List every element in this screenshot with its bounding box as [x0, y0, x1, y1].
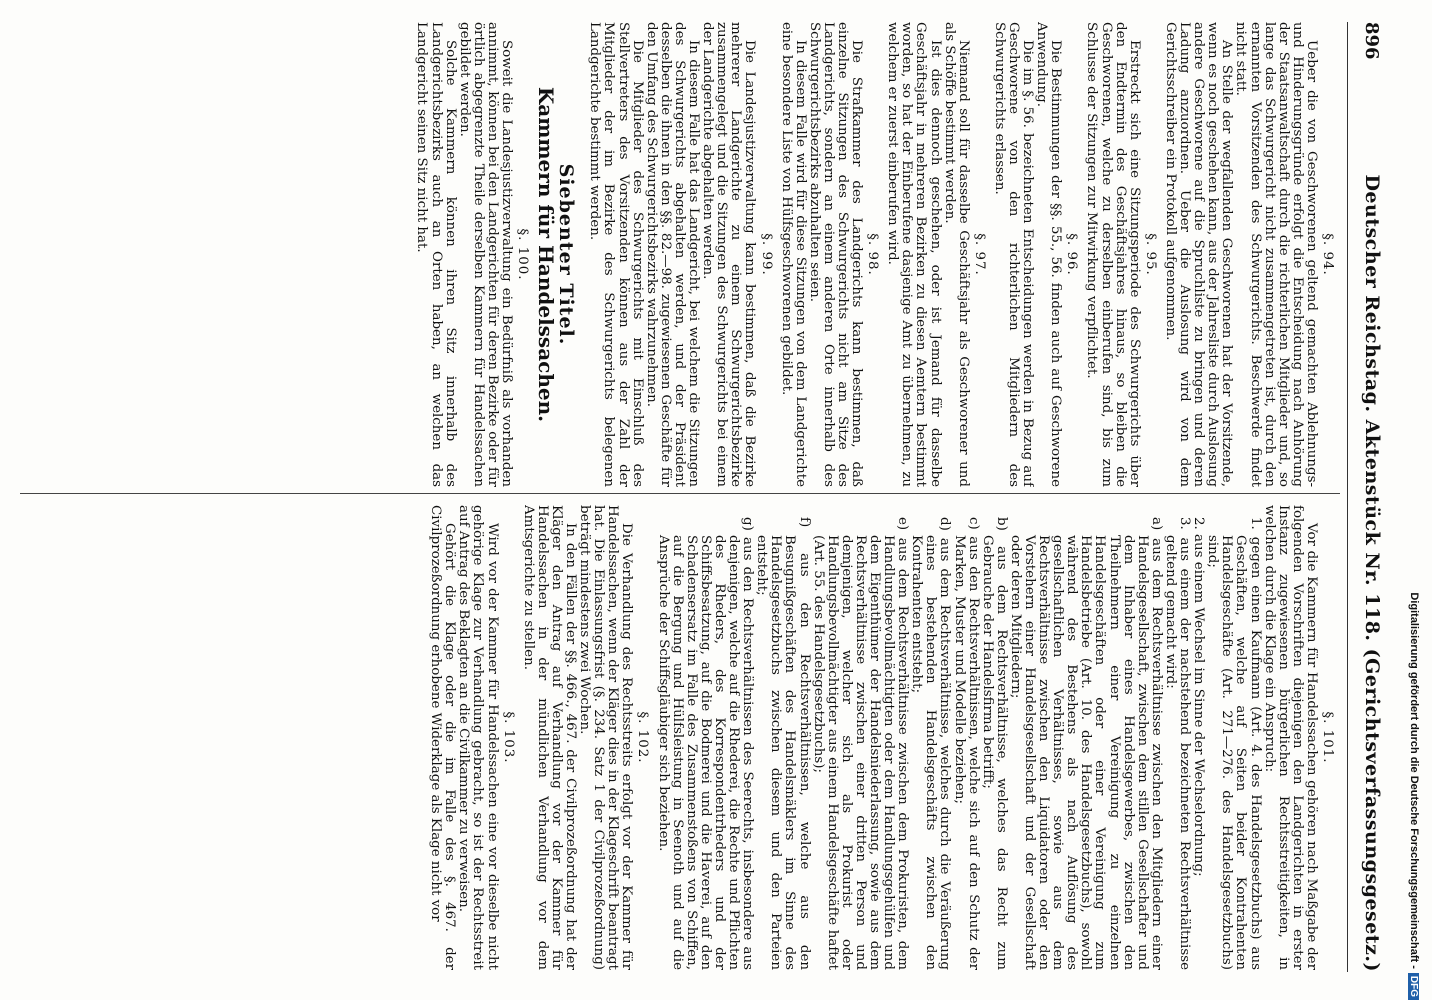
paragraph: In diesem Falle hat das Landgericht, bei welchem die Sitzungen des Schwurgerichts abgehalten werden, und der Präsident desselben die ihnen in den §§. 82.—98. zugewiesenen Geschäfte für den Umfang des Schwurgerichtsbezirks wahrzunehmen.: [643, 22, 702, 487]
paragraph: Solche Kammern können ihren Sitz innerhalb des Landgerichtsbezirks auch an Orten haben, an welchen das Landgericht seinen Sitz nicht hat.: [414, 22, 458, 487]
paragraph: Die Strafkammer des Landgerichts kann bestimmen, daß einzelne Sitzungen des Schwurgerichts nicht am Sitze des Landgerichts, sondern an einem anderen Orte innerhalb des Schwurgerichtsbezirks abzuhalten seien.: [806, 22, 865, 487]
section-heading: §. 99.: [758, 233, 774, 276]
paragraph: An Stelle der wegfallenden Geschworenen hat der Vorsitzende, wenn es noch geschehen kann, aus der Jahresliste durch Auslosung andere Geschworene auf die Spruchliste zu bringen und deren Ladung anzuordnen. Ueber die Auslosung wird von dem Gerichtsschreiber ein Protokoll aufgenommen.: [1162, 22, 1235, 487]
right-column: [20, 505, 1340, 970]
section-heading: §. 100.: [515, 228, 531, 281]
paragraph: Ueber die von Geschworenen geltend gemachten Ablehnungs- und Hinderungsgründe erfolgt die Entscheidung nach Anhörung der Staatsanwaltschaft durch die richterlichen Mitglieder und, so lange das Schwurgericht nicht zusammengetreten ist, durch den ernannten Vorsitzenden des Schwurgerichts. Beschwerde findet nicht statt.: [1233, 22, 1319, 487]
paragraph: Die Landesjustizverwaltung kann bestimmen, daß die Bezirke mehrerer Landgerichte zu einem Schwurgerichtsbezirke zusammengelegt und die Sitzungen des Schwurgerichts bei einem der Landgerichte abgehalten werden.: [700, 22, 758, 487]
list-item: b) aus dem Rechtsverhältnisse, welches das Recht zum Gebrauche der Handelsfirma betrifft;: [979, 517, 1009, 970]
list-item: 2. aus einem Wechsel im Sinne der Wechselordnung;: [1191, 517, 1207, 877]
section-heading: §. 94.: [1320, 233, 1335, 276]
section-heading: §. 97.: [971, 233, 987, 276]
title-heading: Siebenter Titel.: [555, 163, 578, 346]
paragraph: In diesem Falle wird für diese Sitzungen von dem Landgerichte eine besondere Liste von Hülfsgeschworenen gebildet.: [778, 22, 808, 487]
paragraph: Die im §. 56. bezeichneten Entscheidungen werden in Bezug auf Geschworene von den richterlichen Mitgliedern des Schwurgerichts erlassen.: [991, 22, 1036, 487]
header-rule: [1347, 22, 1348, 972]
paragraph: Ist dies dennoch geschehen, oder ist Jemand für dasselbe Geschäftsjahr in mehreren Bezirken zu diesen Aemtern bestimmt worden, so hat der Einberufene dasjenige Amt zu übernehmen, zu welchem er zuerst einberufen wird.: [885, 22, 943, 487]
list-item: 1. gegen einen Kaufmann (Art. 4. des Handelsgesetzbuchs) aus Geschäften, welche auf Seiten beider Kontrahenten Handelsgeschäfte (Art. 271—276. des Handelsgesetzbuchs) sind;: [1205, 517, 1263, 970]
section-heading: §. 103.: [500, 711, 516, 764]
section-heading: §. 102.: [635, 711, 651, 764]
left-column: [20, 22, 1340, 487]
paragraph: Die Mitglieder des Schwurgerichts mit Einschluß des Stellvertreters des Vorsitzenden können aus der Zahl der Mitglieder der im Bezirke des Schwurgerichts belegenen Landgerichte bestimmt werden.: [587, 22, 645, 487]
list-item: 3. aus einem der nachstehend bezeichneten Rechtsverhältnisse geltend gemacht wird:: [1162, 517, 1193, 970]
paragraph: Gehört die Klage oder die im Falle des §. 467. der Civilprozeßordnung erhobene Widerklage als Klage nicht vor: [428, 505, 458, 970]
paragraph: Vor die Kammern für Handelssachen gehören nach Maßgabe der folgenden Vorschriften diejenigen den Landgerichten in erster Instanz zugewiesenen bürgerlichen Rechtsstreitigkeiten, in welchen durch die Klage ein Anspruch:: [1261, 505, 1319, 970]
paragraph: Die Bestimmungen der §§. 55., 56. finden auch auf Geschworene Anwendung.: [1034, 22, 1064, 487]
paragraph: Erstreckt sich eine Sitzungsperiode des Schwurgerichts über den Endtermin des Geschäftsjahres hinaus, so bleiben die Geschworenen, welche zu derselben einberufen sind, bis zum Schlusse der Sitzungen zur Mitwirkung verpflichtet.: [1084, 22, 1142, 487]
list-item: e) aus dem Rechtsverhältnisse zwischen dem Prokuristen, dem Handlungsbevollmächtigten oder dem Handlungsgehülfen und dem Eigenthümer der Handelsniederlassung, sowie aus dem Rechtsverhältnisse zwischen einer dritten Person und demjenigen, welcher sich als Prokurist oder Handlungsbevollmächtigter aus einem Handelsgeschäfte haftet (Art. 55. des Handelsgesetzbuchs);: [810, 517, 911, 970]
page-number: 896: [1361, 22, 1383, 60]
list-item: g) aus den Rechtsverhältnissen des Seerechts, insbesondere aus denjenigen, welche auf die Rhederei, die Rechte und Pflichten des Rheders, des Korrespondentrheders und der Schiffsbesatzung, auf die Bodmerei und die Haverei, auf den Schadensersatz im Falle des Zusammenstoßens von Schiffen, auf die Bergung und Hülfsleistung in Seenoth und auf die Ansprüche der Schiffsgläubiger sich beziehen.: [655, 517, 756, 970]
running-title: Deutscher Reichstag. Aktenstück Nr. 118. (Gerichtsverfassungsgesetz.): [1361, 174, 1383, 972]
paragraph: Niemand soll für dasselbe Geschäftsjahr als Geschworener und als Schöffe bestimmt werden.: [941, 22, 971, 487]
paragraph: Wird vor der Kammer für Handelssachen eine vor dieselbe nicht gehörige Klage zur Verhandlung gebracht, so ist der Rechtsstreit auf Antrag des Beklagten an die Civilkammer zu verweisen.: [456, 505, 500, 970]
column-divider: [20, 493, 1340, 494]
paragraph: Die Verhandlung des Rechtsstreits erfolgt vor der Kammer für Handelssachen, wenn der Kläger dies in der Klageschrift beantragt hat. Die Einlassungsfrist (§. 234. Satz 1 der Civilprozeßordnung) beträgt mindestens zwei Wochen.: [577, 505, 635, 970]
list-item: f) aus den Rechtsverhältnissen, welche aus den Besugnißgeschäften des Handelsmäklers im Sinne des Handelsgesetzbuchs zwischen diesem und den Parteien entsteht;: [754, 517, 812, 970]
paragraph: Soweit die Landesjustizverwaltung ein Bedürfniß als vorhanden annimmt, können bei den Landgerichten für deren Bezirke oder für örtlich abgegrenzte Theile derselben Kammern für Handelssachen gebildet werden.: [456, 22, 515, 487]
section-heading: §. 101.: [1320, 711, 1335, 764]
title-heading: Kammern für Handelssachen.: [534, 86, 559, 423]
list-item: c) aus den Rechtsverhältnissen, welche sich auf den Schutz der Marken, Muster und Modelle beziehen;: [951, 517, 981, 970]
dfg-logo: DFG: [1409, 973, 1420, 1000]
section-heading: §. 98.: [865, 233, 881, 276]
section-heading: §. 95.: [1142, 233, 1158, 276]
digitization-footer: [1405, 0, 1432, 1000]
section-heading: §. 96.: [1064, 233, 1080, 276]
list-item: a) aus dem Rechtsverhältnisse zwischen den Mitgliedern einer Handelsgesellschaft, zwischen dem stillen Gesellschafter und dem Inhaber eines Handelsgewerbes, zwischen den Theilnehmern einer Vereinigung zu einzelnen Handelsgeschäften oder einer Vereinigung zum Handelsbetriebe (Art. 10. des Handelsgesetzbuchs), sowohl während des Bestehens als nach Auflösung des gesellschaftlichen Verhältnisses, sowie aus dem Rechtsverhältnisse zwischen den Liquidatoren oder den Vorstehern einer Handelsgesellschaft und der Gesellschaft oder deren Mitgliedern;: [1007, 517, 1164, 970]
list-item: d) aus dem Rechtsverhältnisse, welches durch die Veräußerung eines bestehenden Handelsgeschäfts zwischen den Kontrahenten entsteht;: [909, 517, 953, 970]
page-header: [1352, 22, 1392, 972]
paragraph: In den Fällen der §§. 466., 467. der Civilprozeßordnung hat der Kläger den Antrag auf Verhandlung vor der Kammer für Handelssachen in der mündlichen Verhandlung vor dem Amtsgerichte zu stellen.: [520, 505, 579, 970]
digitization-credit: Digitalisierung gefördert durch die Deutsche Forschungsgemeinschaft -: [1408, 592, 1420, 969]
